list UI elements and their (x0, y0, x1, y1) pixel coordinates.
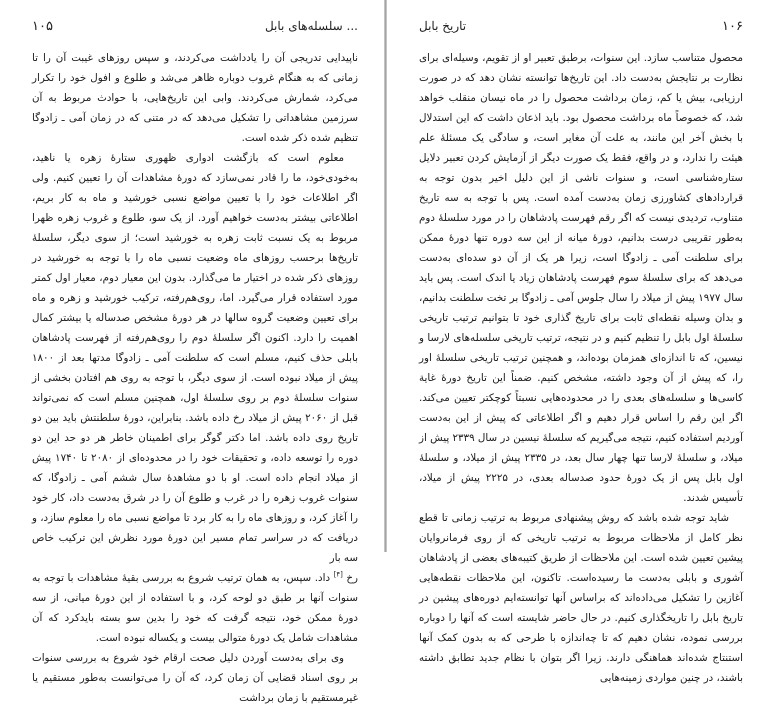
left-paragraph-4: وی برای به‌دست آوردن دلیل صحت ارقام خود شروع به بررسی سنوات بر روی اسناد قضایی آن زمان کرد، که آن را می‌توانست به‌طور مستقیم یا غیرمستقیم با زمان برداشت (32, 652, 358, 704)
right-running-title: تاریخ بابل (419, 19, 467, 33)
right-page-number: ۱۰۶ (722, 18, 743, 34)
footnote-tail: رخ (346, 572, 358, 584)
right-page (387, 0, 771, 684)
right-paragraph-2: شاید توجه شده باشد که روش پیشنهادی مربوط به ترتیب زمانی تا قطع نظر کامل از ملاحظات مربوط به ترتیب تاریخی که از روی فرمانروایان پیشین تعیین شده است. این ملاحظات از طریق کتیبه‌های بعضی از پادشاهان آشوری و بابلی به‌دست ما رسیده‌است. تاکنون، این ملاحظات نقطه‌هایی آغازین را تشکیل می‌داده‌اند که براساس آنها توانسته‌ایم دوره‌های پیشین در تاریخ بابل را تاریخگذاری کنیم. در حال حاضر شایسته است که آنها را دوباره بررسی نموده، نشان دهیم که تا چه‌اندازه با طرحی که به بدون کمک آنها استنتاج شده‌اند هماهنگی دارند. زیرا اگر بتوان با نظام جدید تطابق داشته باشند، در چنین مواردی زمینه‌هایی (419, 512, 743, 684)
left-page (0, 0, 384, 704)
footnote-marker[interactable]: [۴] (333, 570, 343, 579)
left-page-number: ۱۰۵ (32, 18, 53, 34)
left-running-title: سلسله‌های بابل ... (264, 19, 358, 33)
left-paragraph-2-cont (32, 568, 358, 648)
right-paragraph-1: محصول متناسب سازد. این سنوات، برطبق تعبیر او از تقویم، وسیله‌ای برای نظارت بر نتایجش به‌دست داد. این تاریخ‌ها توانسته نشان دهد که در صورت ارزیابی، بیش یا کم، زمان برداشت محصول را در ماه نیسان منقلب خواهد شد، که خصوصاً ماه برداشت محصول بود. باید اذعان داشت که این استدلال با بخش آخر این مانند، به علت آن مغایر است، و سادگی یک مسئلهٔ علم هیئت را ندارد، و در واقع، فقط یک صورت دیگر از آزمایش کردن تعبیر دلایل ستاره‌شناسی است، و سنوات ناشی از این دلیل اخیر بدون توجه به قراردادهای کشاورزی زمان به‌دست آمده است. پس با توجه به سه تاریخ متناوب، تردیدی نیست که اگر رقم فهرست پادشاهان را در مورد سلسلهٔ دوم به‌طور تقریبی درست بدانیم، دورهٔ میانه از این سه دوره تنها دورهٔ ممکن برای سلطنت آمی ـ زادوگا است، زیرا هر یک از آن دو سده‌ای به‌دست می‌دهد که برای سلسلهٔ سوم فهرست پادشاهان زیاد یا اندک است. پس باید سال ۱۹۷۷ پیش از میلاد را سال جلوس آمی ـ زادوگا بر تخت سلطنت بدانیم، و بدان وسیله نقطه‌ای ثابت برای تاریخ گذاری خود تا بتوانیم ترتیب تاریخی سلسلهٔ اول بابل را تنظیم کنیم و در نتیجه، ترتیب تاریخی سلسله‌های لارسا و نیسین، که تا اندازه‌ای همزمان بوده‌اند، و همچنین ترتیب تاریخی سلسلهٔ اور را، که پیش از آن وجود داشته، مشخص کنیم. ضمناً این تاریخ دورهٔ غایة کاسی‌ها و سلسله‌های بعدی را در محدوده‌هایی نسبتاً کوچکتر تعیین می‌کند. اگر این رقم را اساس قرار دهیم و اگر اطلاعاتی که پیش از این به‌دست آوردیم استفاده کنیم، نتیجه می‌گیریم که سلسلهٔ نیسین در سال ۲۳۳۹ پیش از میلاد، و سلسلهٔ لارسا تنها چهار سال بعد، در ۲۳۳۵ پیش از میلاد، و سلسلهٔ اول بابل پس از یک دورهٔ حدود صدساله بعدی، در ۲۲۲۵ پیش از میلاد، تأسیس شدند. (419, 52, 744, 504)
right-page-body (419, 48, 743, 688)
left-page-body (32, 48, 358, 708)
left-paragraph-3: داد. سپس، به همان ترتیب شروع به بررسی بقیهٔ مشاهدات با توجه به سنوات آنها بر طبق دو لوحه کرد، و با استفاده از این دورهٔ میانی، از سه دورهٔ ممکن خود، نتیجه گرفت که خود را بدین سو بسته بایدکرد که آن مشاهدات شامل یک دورهٔ متوالی بیست و یکساله نبوده است. (32, 572, 358, 644)
left-page-header (32, 18, 358, 34)
left-paragraph-2: معلوم است که بازگشت ادواری ظهوری ستارهٔ زهره یا ناهید، به‌خودی‌خود، ما را قادر نمی‌سازد که دورهٔ مشاهدات آن را تعیین کنیم. ولی اگر اطلاعات خود را با تعیین مواضع نسبی خورشید و ماه به کار بریم، اطلاعاتی بیشتر به‌دست خواهیم آورد. از یک سو، طلوع و غروب زهره ظهرا مربوط به یک نسبت ثابت زهره به خورشید است؛ از سوی دیگر، سلسلهٔ تاریخ‌ها برحسب روزهای ماه وضعیت نسبی ماه را با توجه به خورشید در روزهای ذکر شده در اختیار ما می‌گذارد. بدون این معیار دوم، معیار اول کمتر مورد استفاده قرار می‌گیرد. اما، روی‌هم‌رفته، ترکیب خورشید و زهره و ماه برای تعیین وضعیت گروه سالها در هر دورهٔ مشخص صدساله یا بیشتر کمال اهمیت را دارد. اکنون اگر سلسلهٔ دوم را روی‌هم‌رفته از فهرست پادشاهان بابلی حذف کنیم، مسلم است که سلطنت آمی ـ زادوگا مدتها بعد از ۱۸۰۰ پیش از میلاد نبوده است. از سوی دیگر، با توجه به روی هم افتادن بخشی از سنوات سلسلهٔ دوم بر روی سلسلهٔ اول، همچنین مسلم است که نمی‌تواند قبل از ۲۰۶۰ پیش از میلاد رخ داده باشد. بنابراین، دورهٔ سلطنتش باید بین دو تاریخ روی داده باشد. اما دکتر گوگر برای اطمینان خاطر هر دو حد این دو دوره را توسعه داده، و تحقیقات خود را در محدوده‌ای از ۲۰۸۰ تا ۱۷۴۰ پیش از میلاد انجام داده است. او با دو مشاهدهٔ سال ششم آمی ـ زادوگا، که سنوات غروب زهره را در غرب و طلوع آن را در شرق به‌دست داد، کار خود را آغاز کرد، و روزهای ماه را به کار برد تا مواضع نسبی ماه را معلوم سازد، و دریافت که در سراسر تمام مسیر این دورهٔ مورد نظرش این ترکیب خاص سه بار (31, 152, 359, 564)
right-page-header (419, 18, 743, 34)
left-paragraph-1: ناپیدایی تدریجی آن را یادداشت می‌کردند، و سپس روزهای غیبت آن را تا زمانی که به هنگام غروب دوباره ظاهر می‌شد و طلوع و افول خود را تکرار می‌کرد، شمارش می‌کردند. وابی این تاریخ‌هایی، با حوادث مربوط به آن سرزمین مشاهداتی را تشکیل می‌دهد که در متنی که در زمان آمی ـ زادوگا تنظیم شده ذکر شده است. (32, 52, 358, 144)
